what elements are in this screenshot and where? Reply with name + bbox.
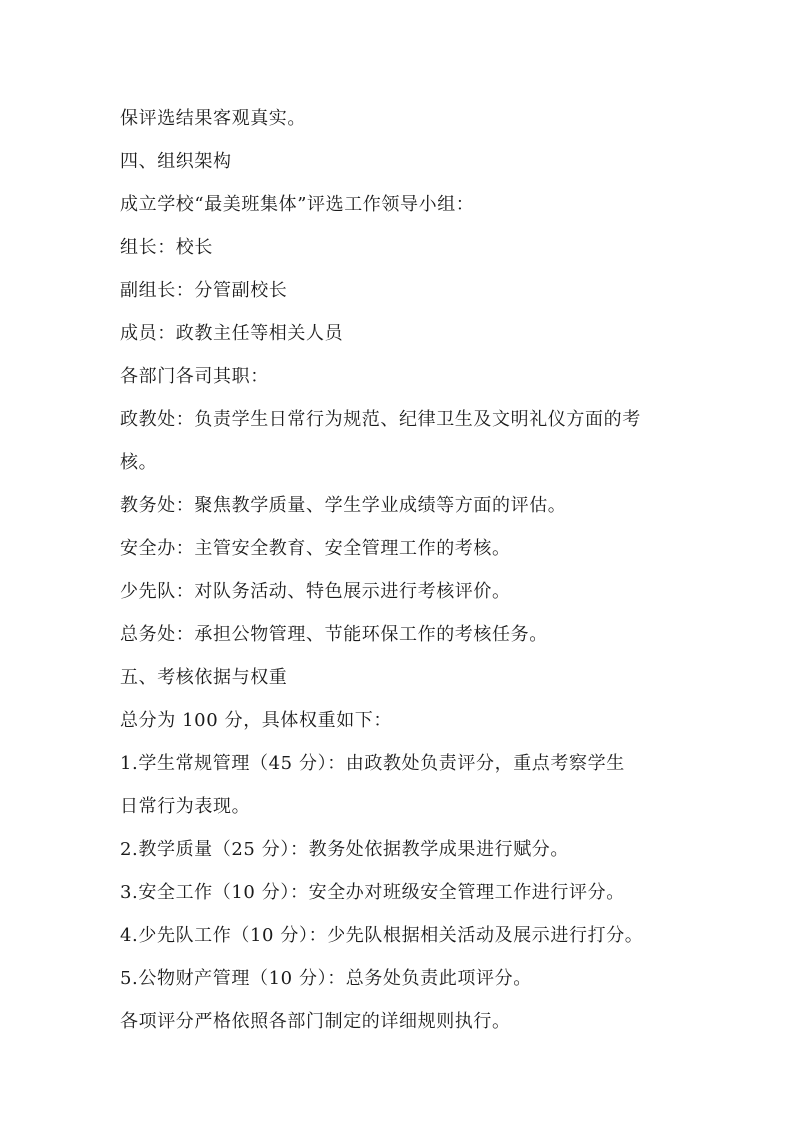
paragraph-line: 总务处：承担公物管理、节能环保工作的考核任务。 <box>120 624 548 645</box>
paragraph-line: 成员：政教主任等相关人员 <box>120 323 344 344</box>
paragraph-line: 政教处：负责学生日常行为规范、纪律卫生及文明礼仪方面的考 <box>120 409 641 430</box>
paragraph-line: 各部门各司其职： <box>120 366 269 387</box>
document-body <box>120 97 680 1043</box>
paragraph-line: 成立学校“最美班集体”评选工作领导小组： <box>120 194 475 215</box>
paragraph-line: 安全办：主管安全教育、安全管理工作的考核。 <box>120 538 511 559</box>
paragraph-line: 核。 <box>120 452 158 473</box>
section-heading: 四、组织架构 <box>120 151 232 172</box>
list-item: 3.安全工作（10 分）：安全办对班级安全管理工作进行评分。 <box>120 882 625 903</box>
section-heading: 五、考核依据与权重 <box>120 667 288 688</box>
list-item: 1.学生常规管理（45 分）：由政教处负责评分，重点考察学生 <box>120 753 625 774</box>
list-item: 5.公物财产管理（10 分）：总务处负责此项评分。 <box>120 968 532 989</box>
list-item-continuation: 日常行为表现。 <box>120 796 251 817</box>
paragraph-line: 保评选结果客观真实。 <box>120 108 306 129</box>
paragraph-line: 组长：校长 <box>120 237 213 258</box>
paragraph-line: 教务处：聚焦教学质量、学生学业成绩等方面的评估。 <box>120 495 567 516</box>
paragraph-line: 各项评分严格依照各部门制定的详细规则执行。 <box>120 1011 511 1032</box>
list-item: 2.教学质量（25 分）：教务处依据教学成果进行赋分。 <box>120 839 569 860</box>
list-item: 4.少先队工作（10 分）：少先队根据相关活动及展示进行打分。 <box>120 925 644 946</box>
paragraph-line: 少先队：对队务活动、特色展示进行考核评价。 <box>120 581 511 602</box>
paragraph-line: 总分为 100 分，具体权重如下： <box>120 710 392 731</box>
paragraph-line: 副组长：分管副校长 <box>120 280 288 301</box>
